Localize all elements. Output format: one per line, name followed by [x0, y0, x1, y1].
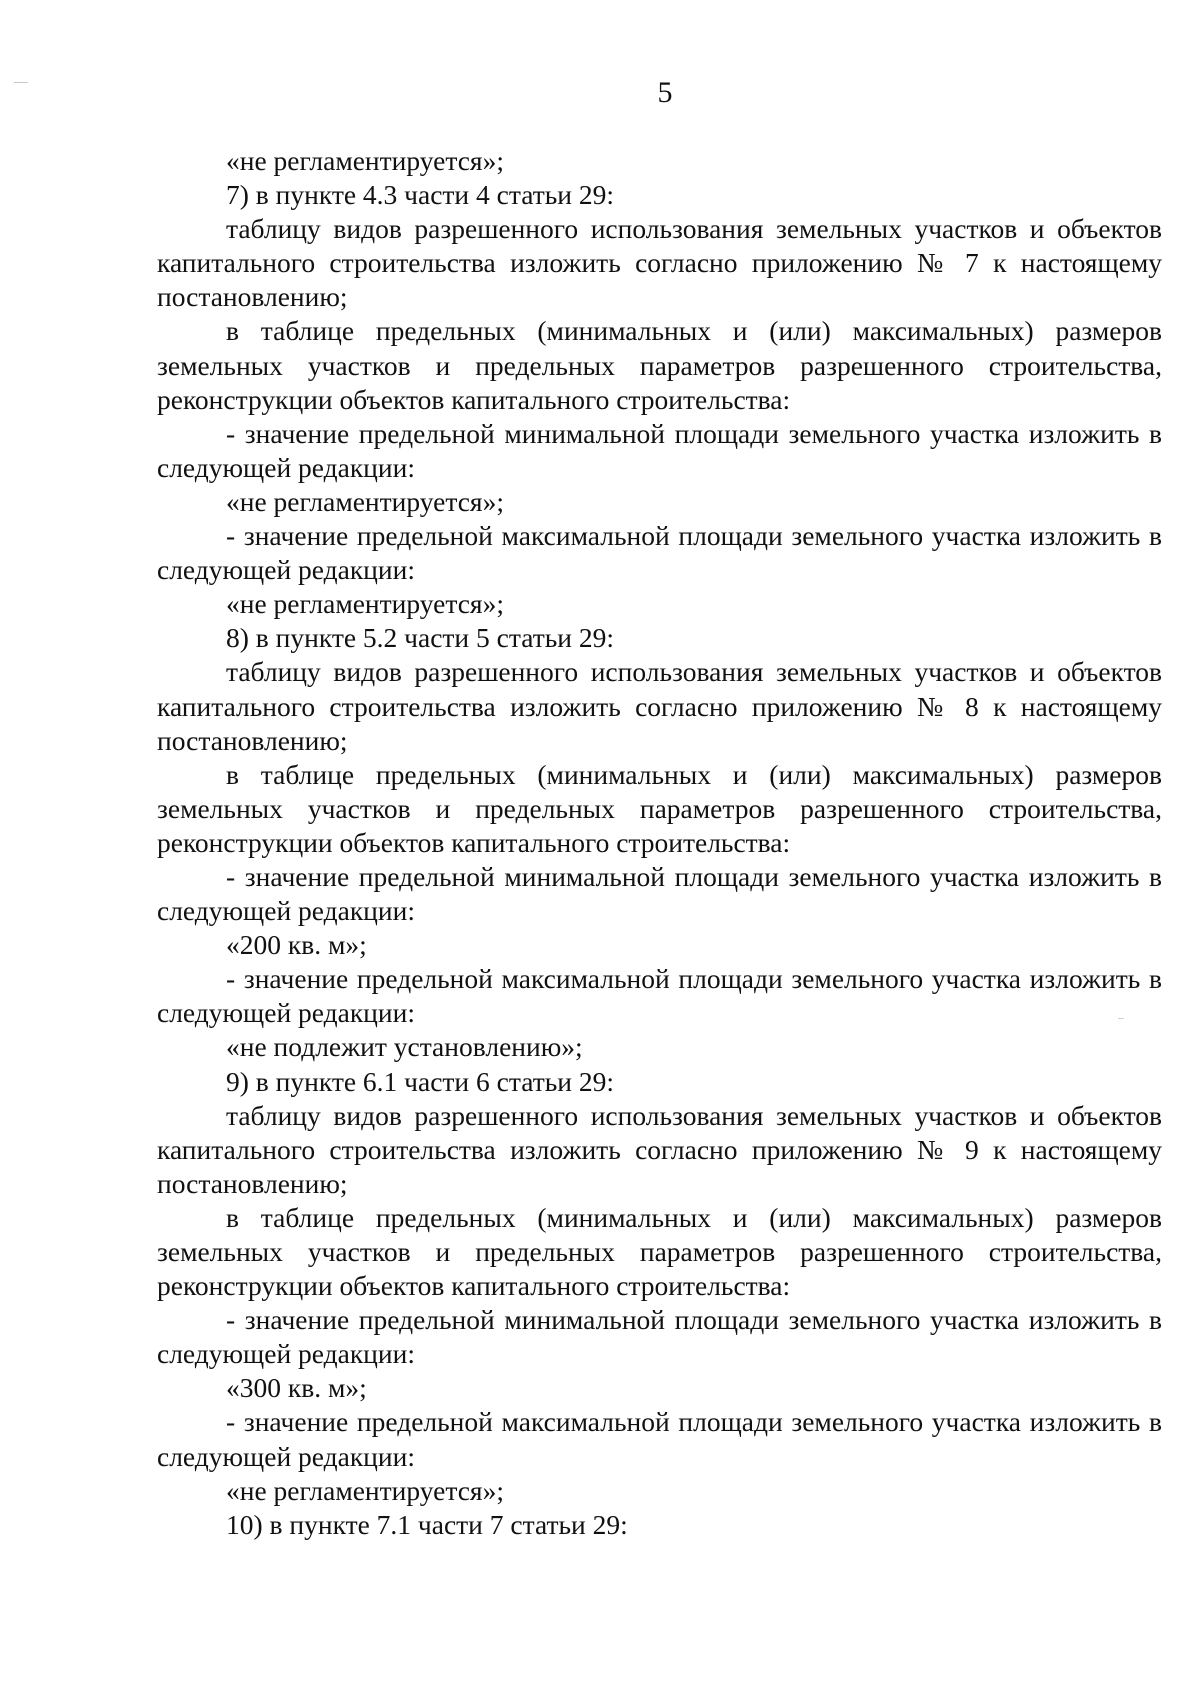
paragraph: - значение предельной максимальной площади земельного участка изложить в следующей редакции: [157, 520, 1162, 586]
paragraph: в таблице предельных (минимальных и (или) максимальных) размеров земельных участков и предельных параметров разрешенного строительства, реконструкции объектов капитального строительства: [157, 1201, 1162, 1302]
paragraph-quote: «не регламентируется»; [226, 145, 504, 176]
paragraph: в таблице предельных (минимальных и (или) максимальных) размеров земельных участков и предельных параметров разрешенного строительства, реконструкции объектов капитального строительства: [157, 758, 1162, 858]
paragraph-quote: «не регламентируется»; [226, 485, 504, 517]
paragraph: - значение предельной максимальной площади земельного участка изложить в следующей редакции: [157, 1406, 1162, 1472]
paragraph: таблицу видов разрешенного использования земельных участков и объектов капитального строительства изложить согласно приложению № 7 к настоящему постановлению; [157, 213, 1162, 313]
paragraph: - значение предельной минимальной площади земельного участка изложить в следующей редакции: [157, 417, 1162, 483]
paragraph: таблицу видов разрешенного использования земельных участков и объектов капитального строительства изложить согласно приложению № 9 к настоящему постановлению; [157, 1099, 1162, 1199]
paragraph: - значение предельной минимальной площади земельного участка изложить в следующей редакции: [157, 1304, 1162, 1370]
paragraph-item-10: 10) в пункте 7.1 части 7 статьи 29: [226, 1508, 628, 1540]
paragraph: в таблице предельных (минимальных и (или) максимальных) размеров земельных участков и предельных параметров разрешенного строительства, реконструкции объектов капитального строительства: [157, 315, 1162, 415]
paragraph: таблицу видов разрешенного использования земельных участков и объектов капитального строительства изложить согласно приложению № 8 к настоящему постановлению; [157, 656, 1162, 756]
paragraph-quote: «не регламентируется»; [226, 588, 504, 620]
document-body [157, 144, 1162, 1542]
page-number: 5 [657, 76, 673, 109]
paragraph-item-9: 9) в пункте 6.1 части 6 статьи 29: [226, 1065, 614, 1097]
paragraph-quote: «300 кв. м»; [226, 1372, 367, 1404]
paragraph-quote: «не регламентируется»; [226, 1474, 504, 1506]
paragraph-quote: «не подлежит установлению»; [226, 1031, 583, 1063]
paragraph-item-7: 7) в пункте 4.3 части 4 статьи 29: [226, 179, 614, 211]
paragraph: - значение предельной минимальной площади земельного участка изложить в следующей редакции: [157, 860, 1162, 927]
paragraph-quote: «200 кв. м»; [226, 929, 367, 961]
paragraph: - значение предельной максимальной площади земельного участка изложить в следующей редакции: [157, 963, 1162, 1029]
paragraph-item-8: 8) в пункте 5.2 части 5 статьи 29: [226, 622, 614, 654]
